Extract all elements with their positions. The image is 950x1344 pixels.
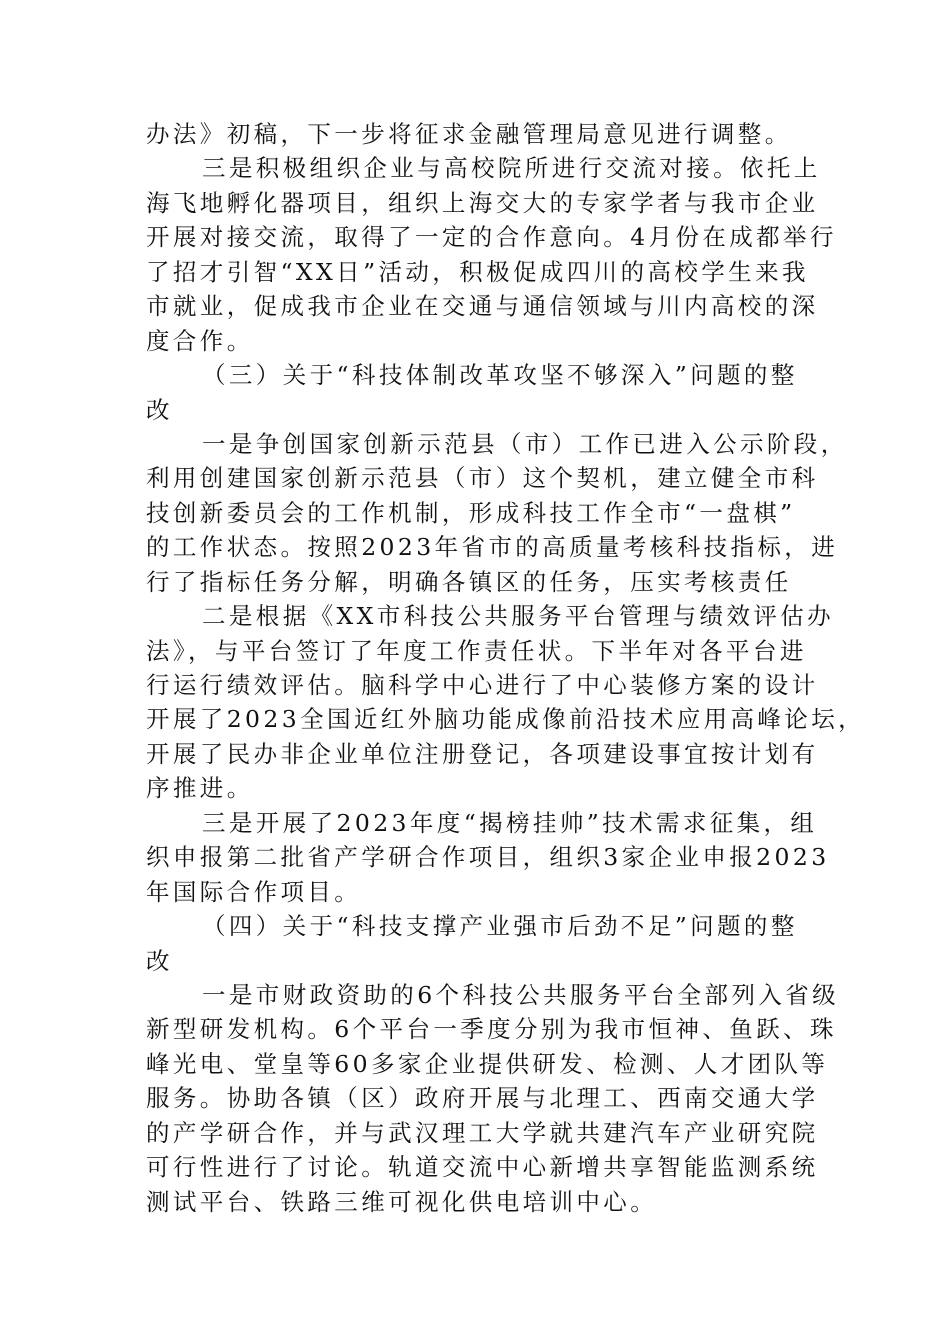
text-line: 测试平台、铁路三维可视化供电培训中心。 — [146, 1187, 658, 1216]
text-line: 的工作状态。按照2023年省市的高质量考核科技指标，进 — [146, 533, 839, 562]
section-heading-line: 改 — [146, 946, 173, 975]
text-line: 开展对接交流，取得了一定的合作意向。4月份在成都举行 — [146, 223, 837, 252]
text-line: 了招才引智“XX日”活动，积极促成四川的高校学生来我 — [146, 257, 809, 286]
text-line: 度合作。 — [146, 326, 254, 355]
text-line: 开展了民办非企业单位注册登记，各项建设事宜按计划有 — [146, 739, 819, 768]
text-line: 利用创建国家创新示范县（市）这个契机，建立健全市科 — [146, 464, 819, 493]
document-body — [146, 117, 866, 1219]
paragraph-start-line: 一是市财政资助的6个科技公共服务平台全部列入省级 — [202, 980, 840, 1009]
text-line: 织申报第二批省产学研合作项目，组织3家企业申报2023 — [146, 843, 830, 872]
text-line: 办法》初稿，下一步将征求金融管理局意见进行调整。 — [146, 120, 792, 148]
text-line: 服务。协助各镇（区）政府开展与北理工、西南交通大学 — [146, 1084, 819, 1113]
text-line: 序推进。 — [146, 774, 254, 803]
text-line: 峰光电、堂皇等60多家企业提供研发、检测、人才团队等 — [146, 1049, 829, 1078]
paragraph-start-line: 二是根据《XX市科技公共服务平台管理与绩效评估办 — [202, 602, 835, 631]
text-line: 技创新委员会的工作机制，形成科技工作全市“一盘棋” — [146, 498, 796, 527]
text-line: 开展了2023全国近红外脑功能成像前沿技术应用高峰论坛， — [146, 705, 866, 734]
text-line: 的产学研合作，并与武汉理工大学就共建汽车产业研究院 — [146, 1118, 819, 1147]
paragraph-start-line: 三是积极组织企业与高校院所进行交流对接。依托上 — [202, 154, 821, 183]
text-line: 海飞地孵化器项目，组织上海交大的专家学者与我市企业 — [146, 188, 819, 217]
text-line: 行运行绩效评估。脑科学中心进行了中心装修方案的设计 — [146, 671, 819, 699]
paragraph-start-line: 三是开展了2023年度“揭榜挂帅”技术需求征集，组 — [202, 808, 818, 837]
text-line: 法》，与平台签订了年度工作责任状。下半年对各平台进 — [146, 636, 807, 665]
section-heading-line: 改 — [146, 395, 173, 424]
text-line: 新型研发机构。6个平台一季度分别为我市恒神、鱼跃、珠 — [146, 1015, 837, 1044]
text-line: 年国际合作项目。 — [146, 877, 362, 906]
text-line: 市就业，促成我市企业在交通与通信领域与川内高校的深 — [146, 292, 819, 321]
section-heading-line: （三）关于“科技体制改革攻坚不够深入”问题的整 — [202, 361, 798, 390]
section-heading-line: （四）关于“科技支撑产业强市后劲不足”问题的整 — [202, 912, 798, 941]
text-line: 可行性进行了讨论。轨道交流中心新增共享智能监测系统 — [146, 1153, 819, 1182]
text-line: 行了指标任务分解，明确各镇区的任务，压实考核责任 — [146, 567, 792, 596]
paragraph-start-line: 一是争创国家创新示范县（市）工作已进入公示阶段， — [202, 429, 848, 458]
